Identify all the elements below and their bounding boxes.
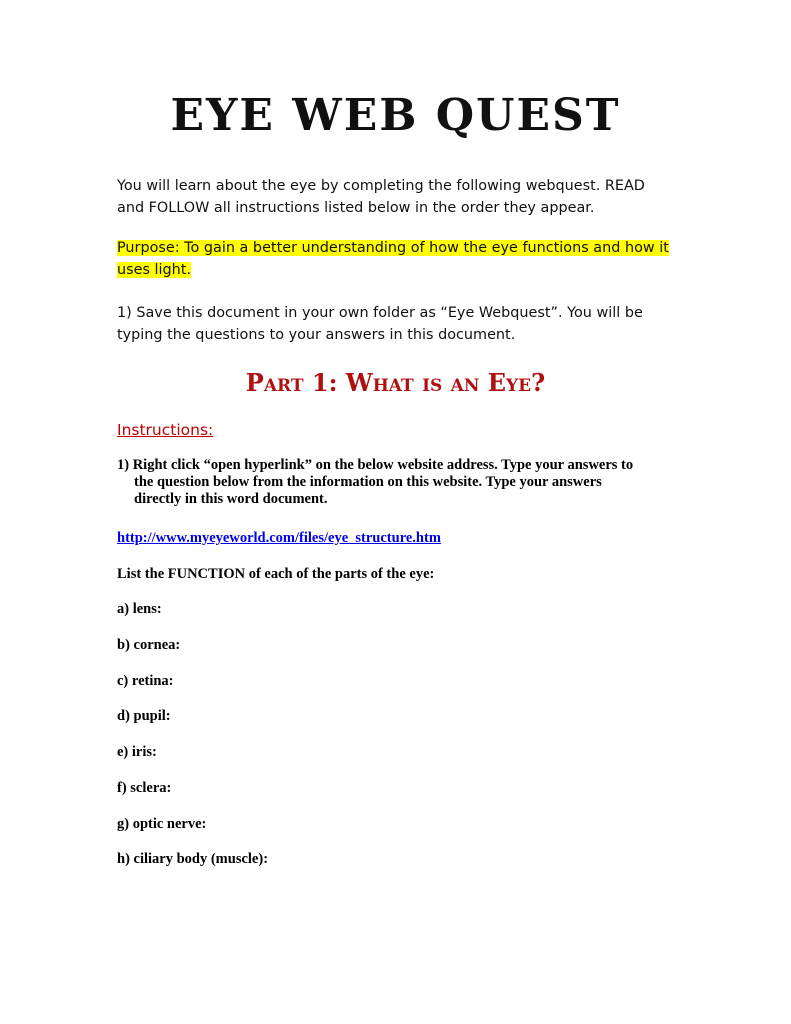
step-1-line-1: 1) Right click “open hyperlink” on the below website address. Type your answers to [117, 457, 634, 473]
save-step-line-2: typing the questions to your answers in this document. [117, 327, 516, 343]
purpose-paragraph [117, 237, 687, 281]
part-item-sclera: f) sclera: [117, 780, 172, 796]
part-1-heading: Part 1: What is an Eye? [245, 368, 546, 397]
part-item-iris: e) iris: [117, 744, 157, 760]
step-1-instruction [117, 457, 687, 508]
part-item-cornea: b) cornea: [117, 637, 181, 653]
purpose-line-1: Purpose: To gain a better understanding of how the eye functions and how it [117, 240, 669, 256]
step-1-line-3: directly in this word document. [134, 491, 328, 507]
step-1-line-2: the question below from the information on this website. Type your answers [134, 474, 602, 490]
save-step-paragraph [117, 302, 687, 346]
part-item-optic-nerve: g) optic nerve: [117, 816, 207, 832]
purpose-line-2: uses light. [117, 262, 192, 278]
instructions-label: Instructions: [117, 421, 214, 439]
intro-paragraph [117, 175, 687, 219]
part-item-pupil: d) pupil: [117, 708, 171, 724]
part-item-lens: a) lens: [117, 601, 162, 617]
part-item-retina: c) retina: [117, 673, 174, 689]
intro-line-2: and FOLLOW all instructions listed below in the order they appear. [117, 200, 595, 216]
intro-line-1: You will learn about the eye by completing the following webquest. READ [117, 178, 645, 194]
save-step-line-1: 1) Save this document in your own folder as “Eye Webquest”. You will be [117, 305, 643, 321]
list-intro: List the FUNCTION of each of the parts of the eye: [117, 566, 435, 582]
page-title: EYE WEB QUEST [170, 90, 621, 141]
eye-structure-hyperlink[interactable]: http://www.myeyeworld.com/files/eye_structure.htm [117, 530, 441, 546]
part-item-ciliary-body: h) ciliary body (muscle): [117, 851, 269, 867]
